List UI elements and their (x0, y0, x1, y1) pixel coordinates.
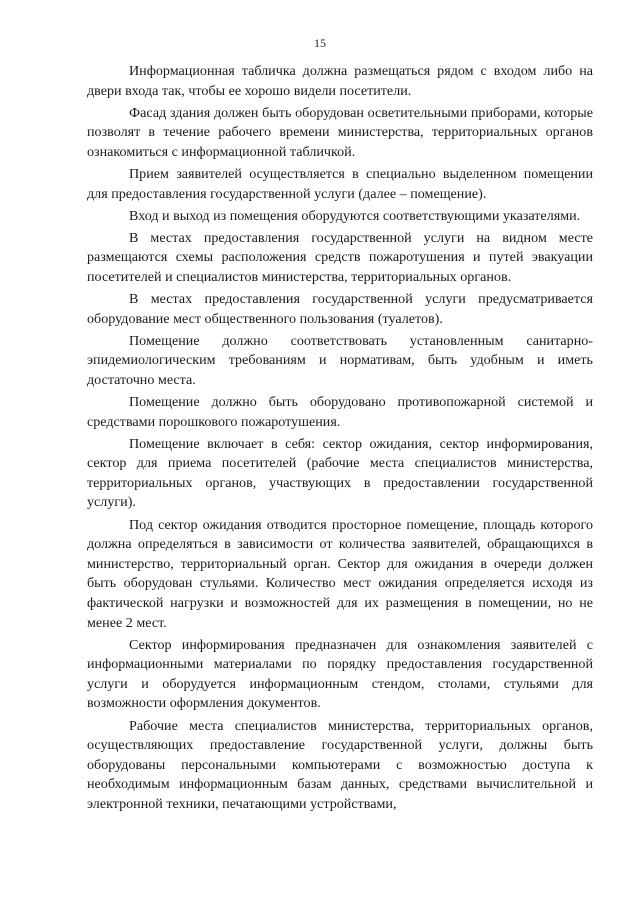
page-number: 15 (314, 36, 326, 50)
paragraph-room-sectors: Помещение включает в себя: сектор ожидания, сектор информирования, сектор для приема посетителей (рабочие места специалистов министерства, территориальных органов, участвующих в предоставлении государственной услуги). (87, 435, 593, 511)
paragraph-facade-lighting: Фасад здания должен быть оборудован осветительными приборами, которые позволят в течение рабочего времени министерства, территориальных органов ознакомиться с информационной табличкой. (87, 104, 593, 160)
body-text (87, 62, 593, 817)
paragraph-entrance-signs: Вход и выход из помещения оборудуются соответствующими указателями. (129, 207, 581, 224)
paragraph-workplaces: Рабочие места специалистов министерства, территориальных органов, осуществляющих предоставление государственной услуги, должны быть оборудованы персональными компьютерами с возможностью доступа к необходимым информационным базам данных, средствами вычислительной и электронной техники, печатающими устройствами, (87, 717, 593, 812)
paragraph-reception-room: Прием заявителей осуществляется в специально выделенном помещении для предоставления государственной услуги (далее – помещение). (87, 165, 593, 202)
paragraph-public-facilities: В местах предоставления государственной услуги предусматривается оборудование мест общественного пользования (туалетов). (87, 291, 593, 327)
paragraph-information-sector: Сектор информирования предназначен для ознакомления заявителей с информационными материалами по порядку предоставления государственной услуги и оборудуется информационным стендом, столами, стульями для возможности оформления документов. (87, 636, 593, 712)
paragraph-sanitary-requirements: Помещение должно соответствовать установленным санитарно-эпидемиологическим требованиям и нормативам, быть удобным и иметь достаточно места. (87, 332, 593, 388)
paragraph-waiting-sector: Под сектор ожидания отводится просторное помещение, площадь которого должна определяться в зависимости от количества заявителей, обращающихся в министерство, территориальный орган. Сектор для ожидания в очереди должен быть оборудован стульями. Количество мест ожидания определяется исходя из фактической нагрузки и возможностей для их размещения в помещении, но не менее 2 мест. (87, 516, 593, 631)
paragraph-fire-system: Помещение должно быть оборудовано противопожарной системой и средствами порошкового пожаротушения. (87, 394, 593, 430)
paragraph-evacuation-schemes: В местах предоставления государственной услуги на видном месте размещаются схемы расположения средств пожаротушения и путей эвакуации посетителей и специалистов министерства, территориальных органов. (87, 229, 593, 285)
paragraph-info-sign: Информационная табличка должна размещаться рядом с входом либо на двери входа так, чтобы ее хорошо видели посетители. (87, 63, 593, 99)
